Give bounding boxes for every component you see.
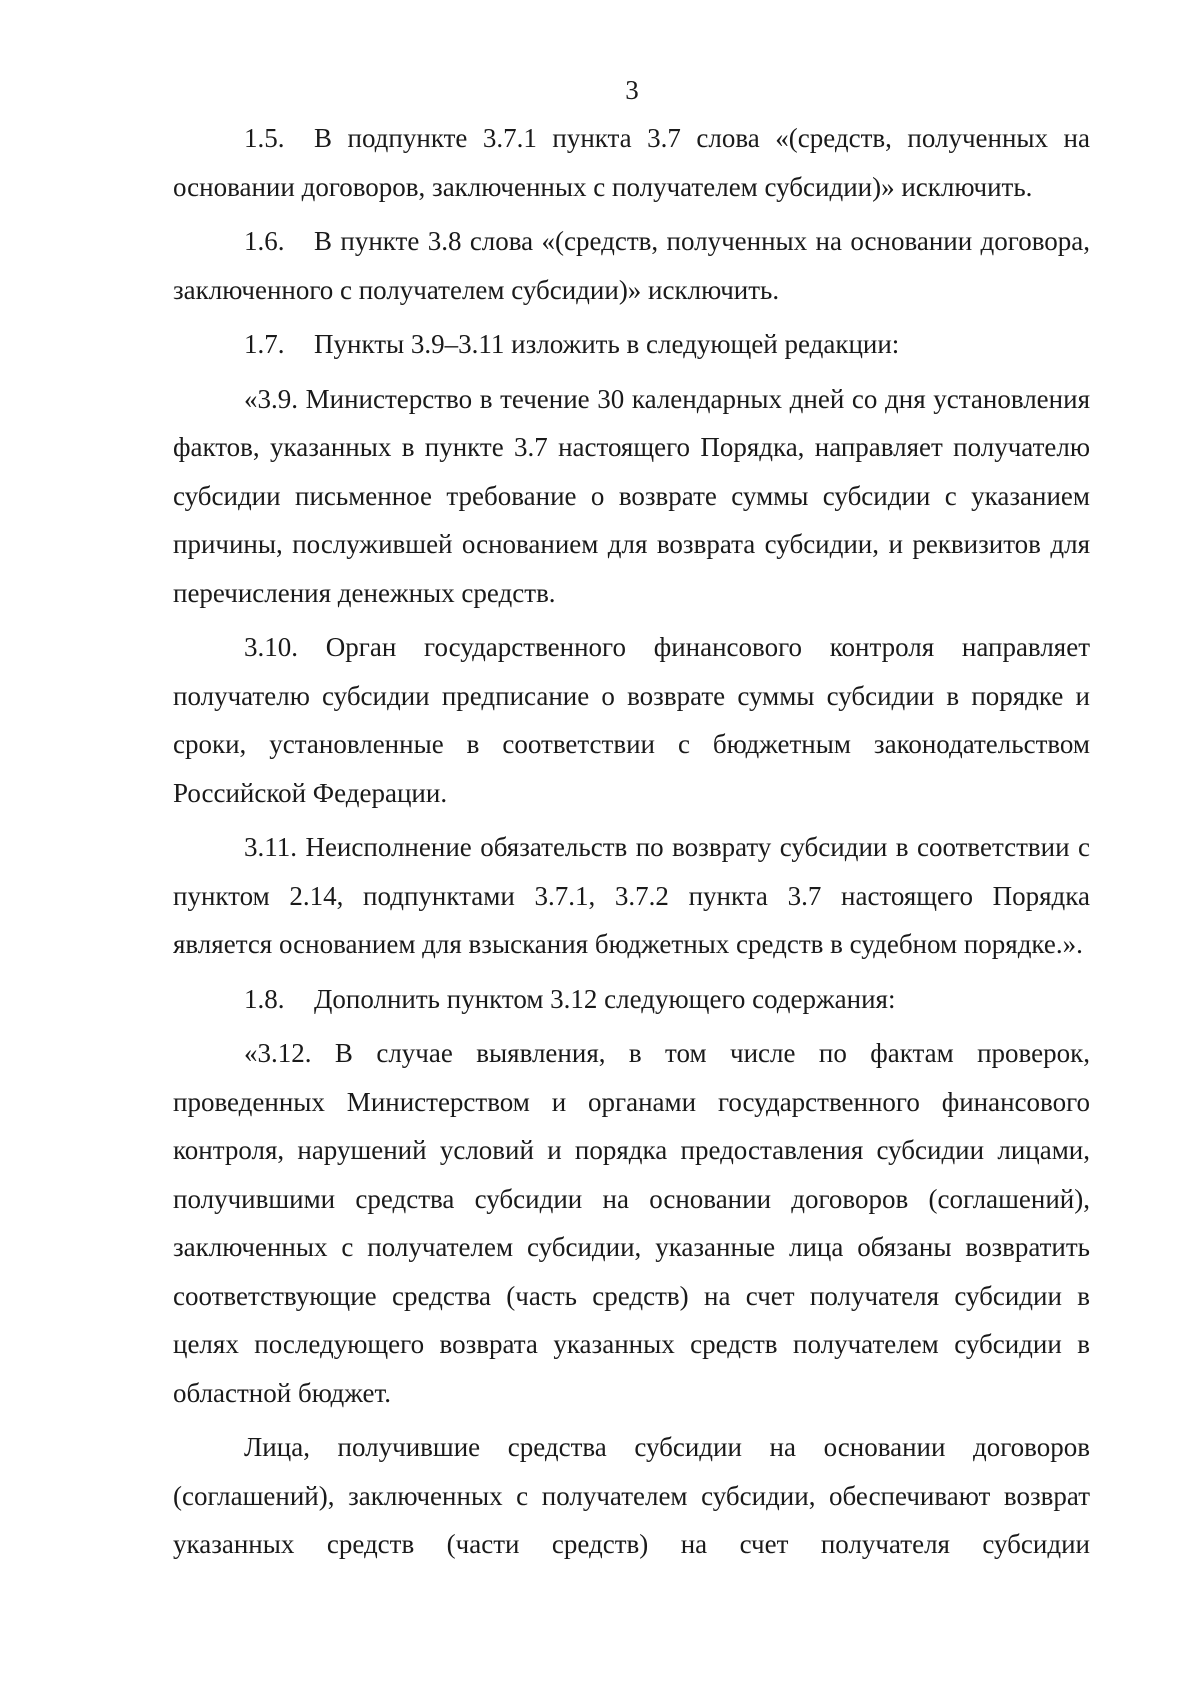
paragraph-text: Дополнить пунктом 3.12 следующего содержания:: [314, 983, 896, 1014]
paragraph-3-10: [173, 623, 1090, 817]
paragraph-text: «3.12. В случае выявления, в том числе по фактам проверок, проведенных Министерством и органами государственного финансового контроля, нарушений условий и порядка предоставления субсидии лицами, получившими средства субсидии на основании договоров (соглашений), заключенных с получателем субсидии, указанные лица обязаны возвратить соответствующие средства (часть средств) на счет получателя субсидии в целях последующего возврата указанных средств получателем субсидии в областной бюджет.: [173, 1038, 1090, 1408]
paragraph-1-7: [173, 320, 1090, 369]
paragraph-text: Лица, получившие средства субсидии на основании договоров (соглашений), заключенных с получателем субсидии, обеспечивают возврат указанных средств (части средств) на счет получателя субсидии: [173, 1432, 1090, 1559]
page-number: 3: [625, 75, 639, 105]
paragraph-3-12: [173, 1029, 1090, 1417]
paragraph-persons-return: [173, 1423, 1090, 1569]
paragraph-text: В пункте 3.8 слова «(средств, полученных на основании договора, заключенного с получателем субсидии)» исключить.: [173, 226, 1090, 305]
paragraph-1-8: [173, 975, 1090, 1024]
paragraph-1-6: [173, 217, 1090, 314]
paragraph-text: «3.9. Министерство в течение 30 календарных дней со дня установления фактов, указанных в пункте 3.7 настоящего Порядка, направляет получателю субсидии письменное требование о возврате суммы субсидии с указанием причины, послужившей основанием для возврата субсидии, и реквизитов для перечисления денежных средств.: [173, 383, 1090, 608]
paragraph-number: 1.7.: [244, 329, 285, 359]
paragraph-text: 3.10. Орган государственного финансового контроля направляет получателю субсидии предписание о возврате суммы субсидии в порядке и сроки, установленные в соответствии с бюджетным законодательством Российской Федерации.: [173, 632, 1090, 808]
paragraph-number: 1.5.: [244, 123, 285, 153]
paragraph-3-11: [173, 823, 1090, 969]
paragraph-text: 3.11. Неисполнение обязательств по возврату субсидии в соответствии с пунктом 2.14, подпунктами 3.7.1, 3.7.2 пункта 3.7 настоящего Порядка является основанием для взыскания бюджетных средств в судебном порядке.».: [173, 832, 1090, 959]
document-body: [173, 114, 1090, 1575]
paragraph-number: 1.6.: [244, 226, 285, 256]
paragraph-text: В подпункте 3.7.1 пункта 3.7 слова «(средств, полученных на основании договоров, заключенных с получателем субсидии)» исключить.: [173, 123, 1090, 202]
paragraph-number: 1.8.: [244, 983, 285, 1014]
paragraph-text: Пункты 3.9–3.11 изложить в следующей редакции:: [314, 329, 900, 359]
paragraph-1-5: [173, 114, 1090, 211]
paragraph-3-9: [173, 375, 1090, 618]
